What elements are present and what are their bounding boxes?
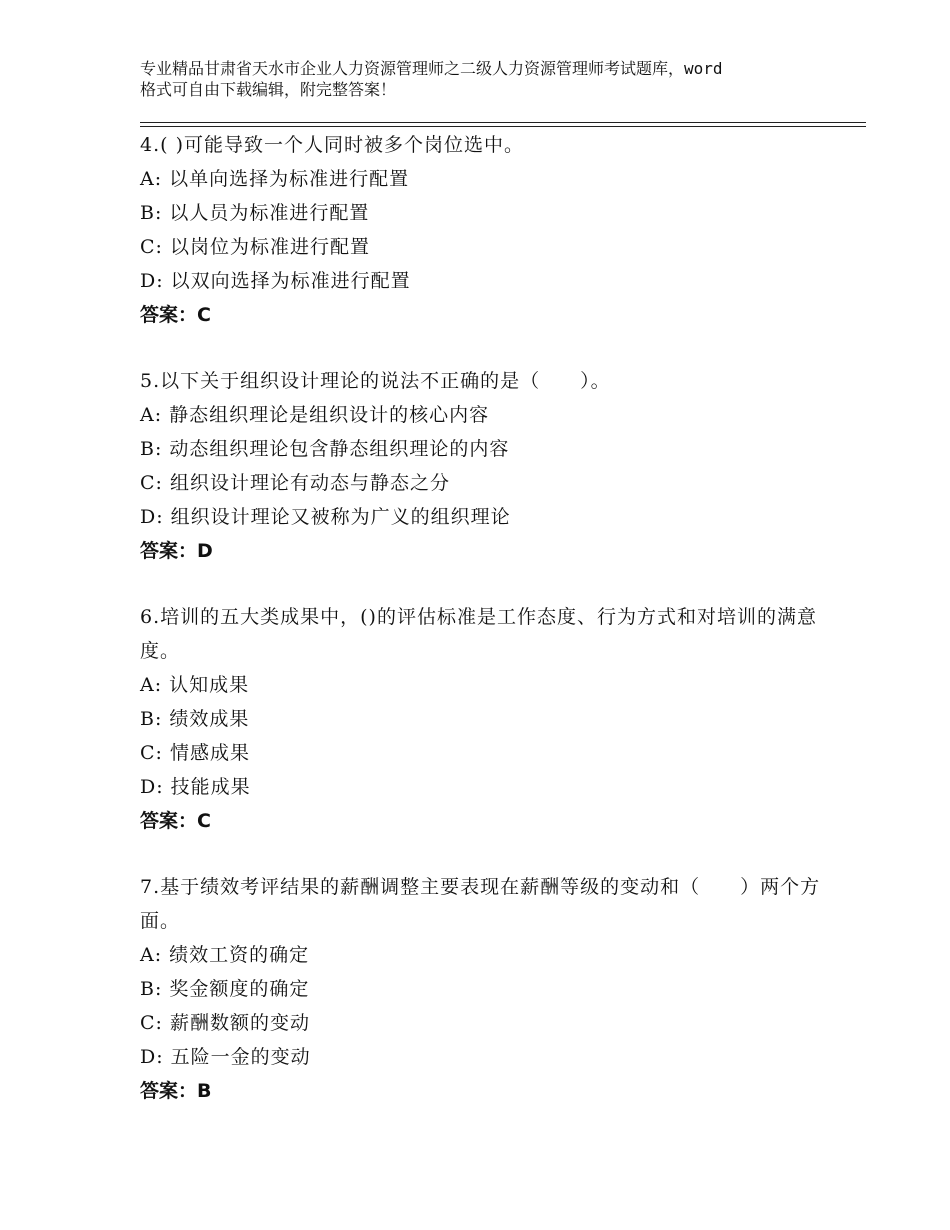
header-line-1: 专业精品甘肃省天水市企业人力资源管理师之二级人力资源管理师考试题库，word xyxy=(140,59,723,78)
question-title: 4.( )可能导致一个人同时被多个岗位选中。 xyxy=(140,134,524,156)
option-d: D: 技能成果 xyxy=(140,776,251,798)
option-c: C: 情感成果 xyxy=(140,742,250,764)
option-d: D: 以双向选择为标准进行配置 xyxy=(140,270,411,292)
header-line-2: 格式可自由下载编辑，附完整答案！ xyxy=(140,80,397,99)
question-list xyxy=(140,128,840,1140)
question-title: 5.以下关于组织设计理论的说法不正确的是（ ）。 xyxy=(140,370,611,392)
header-rule-top xyxy=(140,122,866,123)
question-5 xyxy=(140,364,840,568)
question-4 xyxy=(140,128,840,332)
answer: 答案：C xyxy=(140,304,211,326)
question-title: 7.基于绩效考评结果的薪酬调整主要表现在薪酬等级的变动和（ ）两个方面。 xyxy=(140,876,821,932)
option-d: D: 组织设计理论又被称为广义的组织理论 xyxy=(140,506,511,528)
answer: 答案：B xyxy=(140,1080,212,1102)
question-title: 6.培训的五大类成果中，()的评估标准是工作态度、行为方式和对培训的满意度。 xyxy=(140,606,817,662)
question-7 xyxy=(140,870,840,1108)
option-c: C: 薪酬数额的变动 xyxy=(140,1012,310,1034)
answer: 答案：C xyxy=(140,810,211,832)
option-a: A: 认知成果 xyxy=(140,674,250,696)
option-c: C: 组织设计理论有动态与静态之分 xyxy=(140,472,450,494)
option-a: A: 以单向选择为标准进行配置 xyxy=(140,168,410,190)
document-header xyxy=(140,58,830,100)
option-d: D: 五险一金的变动 xyxy=(140,1046,311,1068)
question-6 xyxy=(140,600,840,838)
option-a: A: 静态组织理论是组织设计的核心内容 xyxy=(140,404,490,426)
option-a: A: 绩效工资的确定 xyxy=(140,944,310,966)
option-b: B: 绩效成果 xyxy=(140,708,250,730)
option-b: B: 奖金额度的确定 xyxy=(140,978,310,1000)
option-b: B: 动态组织理论包含静态组织理论的内容 xyxy=(140,438,510,460)
option-c: C: 以岗位为标准进行配置 xyxy=(140,236,370,258)
header-rule-bottom xyxy=(140,126,866,127)
answer: 答案：D xyxy=(140,540,213,562)
option-b: B: 以人员为标准进行配置 xyxy=(140,202,370,224)
